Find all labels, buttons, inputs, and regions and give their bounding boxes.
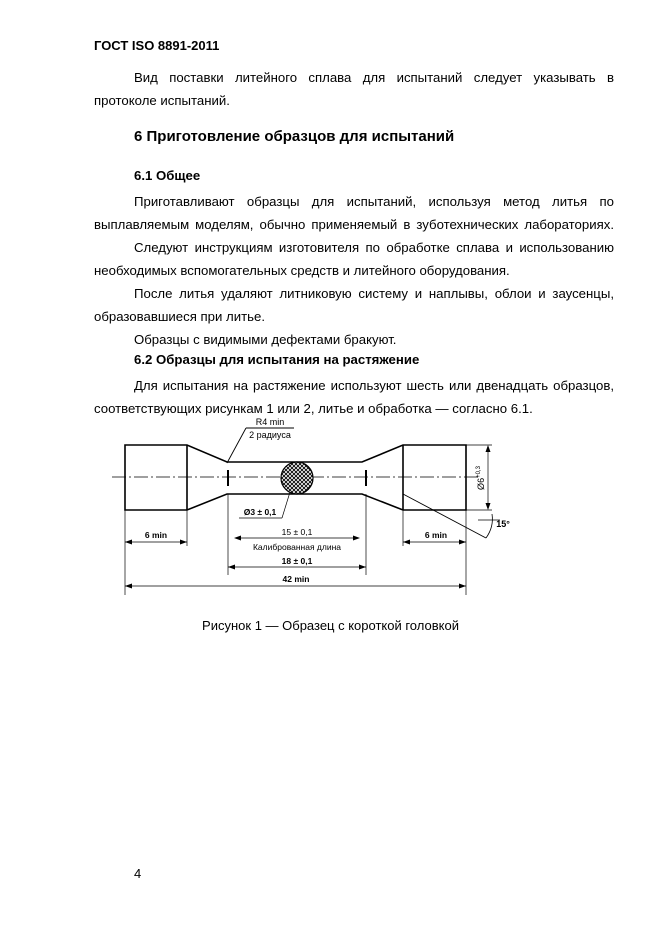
total-length-label: 42 min <box>282 574 310 584</box>
gauge-length-name: Калиброванная длина <box>252 542 342 552</box>
page-number: 4 <box>134 866 142 881</box>
radius-leader <box>227 428 246 463</box>
head-diameter-label: Ø6 <box>476 477 486 490</box>
gauge-length-label: 15 ± 0,1 <box>281 527 313 537</box>
para-6-1-1-line-1: Приготавливают образцы для испытаний, используя метод литья по <box>134 194 614 209</box>
section-circle <box>281 462 313 494</box>
para-6-1-1-line-2: выплавляемым моделям, обычно применяемый в зуботехнических лабораториях. <box>94 217 614 232</box>
para-6-1-3-line-2: образовавшиеся при литье. <box>94 309 265 324</box>
head-diameter-tol: +0,3 <box>476 466 482 478</box>
head-right-label: 6 min <box>424 530 448 540</box>
para-6-1-4: Образцы с видимыми дефектами бракуют. <box>134 332 397 347</box>
angle-label: 15° <box>496 519 510 529</box>
parallel-length-label: 18 ± 0,1 <box>281 556 313 566</box>
radius-top-label: R4 min <box>255 417 285 427</box>
para-6-1-2-line-2: необходимых вспомогательных средств и литейного оборудования. <box>94 263 510 278</box>
radius-bottom-label: 2 радиуса <box>249 430 291 440</box>
figure-caption: Рисунок 1 — Образец с короткой головкой <box>202 618 459 633</box>
para-6-2-1-line-2: соответствующих рисункам 1 или 2, литье и обработка — согласно 6.1. <box>94 401 533 416</box>
para-6-1-2-line-1: Следуют инструкциям изготовителя по обработке сплава и использованию <box>134 240 614 255</box>
intro-line-2: протоколе испытаний. <box>94 93 230 108</box>
section-6-2-title: 6.2 Образцы для испытания на растяжение <box>134 352 420 367</box>
para-6-1-3-line-1: После литья удаляют литниковую систему и наплывы, облои и заусенцы, <box>134 286 614 301</box>
head-left-label: 6 min <box>144 530 168 540</box>
para-6-2-1-line-1: Для испытания на растяжение используют шесть или двенадцать образцов, <box>134 378 614 393</box>
section-6-1-title: 6.1 Общее <box>134 168 201 183</box>
svg-text:Ø6+0,3 <box>476 465 486 490</box>
intro-line-1: Вид поставки литейного сплава для испытаний следует указывать в <box>134 70 614 85</box>
section-6-title: 6 Приготовление образцов для испытаний <box>134 128 455 145</box>
document-header: ГОСТ ISO 8891-2011 <box>94 38 220 53</box>
gauge-diameter-label: Ø3 ± 0,1 <box>243 507 277 517</box>
